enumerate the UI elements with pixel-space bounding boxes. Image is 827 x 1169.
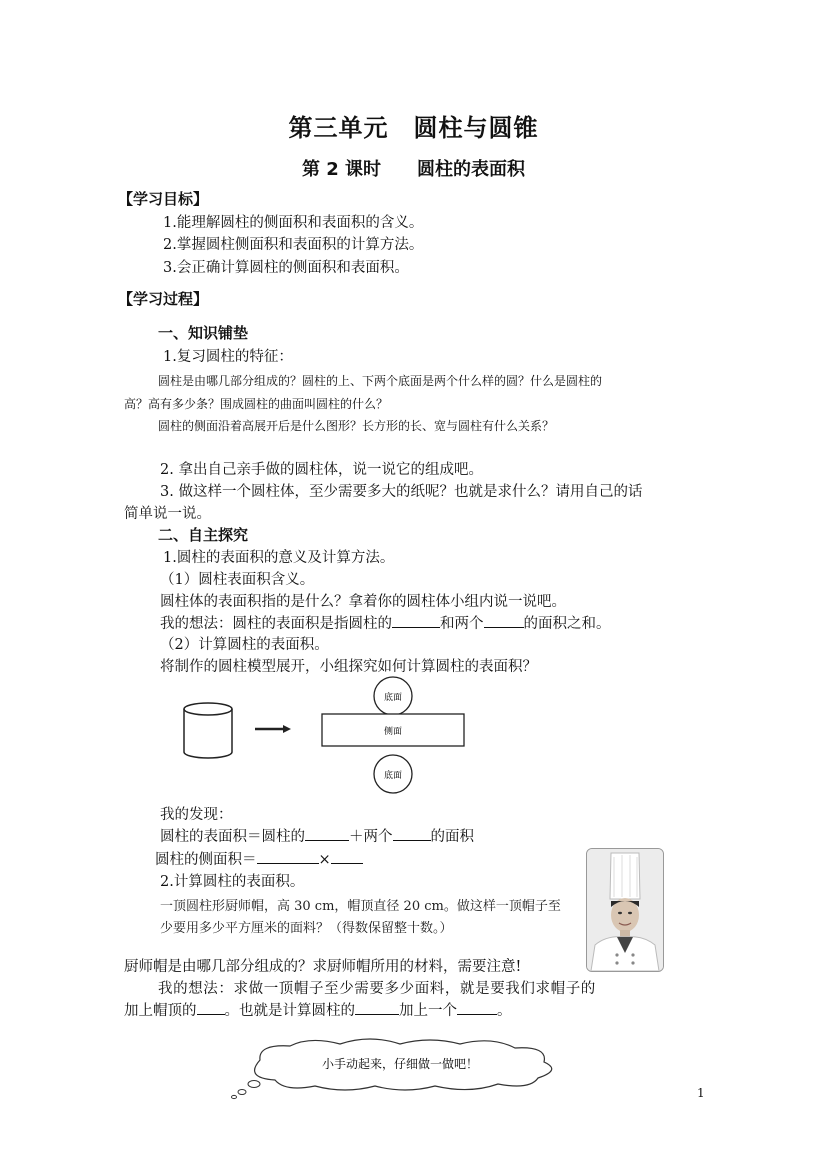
think-d: 。 [497,1003,512,1019]
part2-heading: 二、自主探究 [158,526,249,544]
review-label: 1.复习圆柱的特征： [163,349,293,365]
part2-sub1-question: 圆柱体的表面积指的是什么？拿着你的圆柱体小组内说一说吧。 [160,594,566,610]
cylinder-shape [184,703,232,758]
chef-problem [160,896,580,940]
chef-illustration [587,849,663,971]
page-title: 第三单元 圆柱与圆锥 [288,114,539,142]
review-question-2: 圆柱的侧面沿着高展开后是什么图形？长方形的长、宽与圆柱有什么关系？ [158,419,555,433]
process-heading: 【学习过程】 [118,290,209,308]
formula1-b: ＋两个 [349,829,393,845]
formula-lateral-area [155,848,363,869]
formula1-c: 的面积 [430,829,474,845]
arrow-right-icon [255,725,291,733]
chef-photo [586,848,664,972]
think-line2 [124,999,512,1020]
think-blank-3[interactable] [457,1000,497,1015]
review-question-line1: 圆柱是由哪几部分组成的？圆柱的上、下两个底面是两个什么样的圆？什么是圆柱的 [158,374,603,388]
think-a: 加上帽顶的 [124,1003,197,1019]
lesson-subtitle: 第 2 课时 圆柱的表面积 [301,159,526,180]
part2-sub1: （1）圆柱表面积含义。 [160,572,315,588]
think-c: 加上一个 [399,1003,457,1019]
goal-item: 2.掌握圆柱侧面积和表面积的计算方法。 [163,237,424,253]
formula2-a: 圆柱的侧面积＝ [155,852,257,868]
part1-heading: 一、知识铺垫 [158,324,249,342]
cloud-callout [230,1036,570,1100]
formula1-blank-1[interactable] [305,826,349,841]
part1-item2: 2. 拿出自己亲手做的圆柱体，说一说它的组成吧。 [160,462,483,478]
idea-text-b: 和两个 [440,616,484,632]
chef-problem-line1: 一顶圆柱形厨师帽，高 30 cm，帽顶直径 20 cm。做这样一顶帽子至 [160,899,561,914]
formula2-blank-2[interactable] [331,849,363,864]
idea-text-c: 的面积之和。 [523,616,611,632]
page-number: 1 [697,1086,705,1100]
idea-line [160,612,611,633]
lateral-label: 侧面 [383,727,403,737]
cloud-text: 小手动起来，仔细做一做吧！ [321,1057,479,1071]
formula1-a: 圆柱的表面积＝圆柱的 [160,829,305,845]
formula1-blank-2[interactable] [393,826,431,841]
part1-item3-line2: 简单说一说。 [124,506,211,522]
goals-heading: 【学习目标】 [118,190,209,208]
bottom-base-label: 底面 [383,771,403,781]
idea-blank-1[interactable] [392,613,440,628]
idea-blank-2[interactable] [484,613,524,628]
goal-item: 3.会正确计算圆柱的侧面积和表面积。 [163,260,409,276]
think-blank-1[interactable] [197,1000,225,1015]
chef-problem-line2: 少要用多少平方厘米的面料？（得数保留整十数。） [160,921,453,936]
formula2-b: × [318,852,331,868]
think-line1: 我的想法：求做一顶帽子至少需要多少面料，就是要我们求帽子的 [158,981,596,997]
think-blank-2[interactable] [355,1000,399,1015]
part2-sub2-question: 将制作的圆柱模型展开，小组探究如何计算圆柱的表面积？ [160,659,537,675]
idea-text-a: 我的想法：圆柱的表面积是指圆柱的 [160,616,392,632]
finding-label: 我的发现： [160,807,233,823]
part2-sub2: （2）计算圆柱的表面积。 [160,637,329,653]
goal-item: 1.能理解圆柱的侧面积和表面积的含义。 [163,215,424,231]
formula2-blank-1[interactable] [257,849,319,864]
hat-question: 厨师帽是由哪几部分组成的？求厨师帽所用的材料，需要注意! [124,959,522,975]
think-b: 。也就是计算圆柱的 [224,1003,355,1019]
cylinder-net-diagram [175,676,475,802]
part2-item1: 1.圆柱的表面积的意义及计算方法。 [163,550,395,566]
review-question-line2: 高？高有多少条？围成圆柱的曲面叫圆柱的什么？ [124,397,389,411]
formula-surface-area [160,825,474,846]
top-base-label: 底面 [383,693,403,703]
part1-item3-line1: 3. 做这样一个圆柱体，至少需要多大的纸呢？也就是求什么？请用自己的话 [160,484,643,500]
part2-item2: 2.计算圆柱的表面积。 [160,874,305,890]
